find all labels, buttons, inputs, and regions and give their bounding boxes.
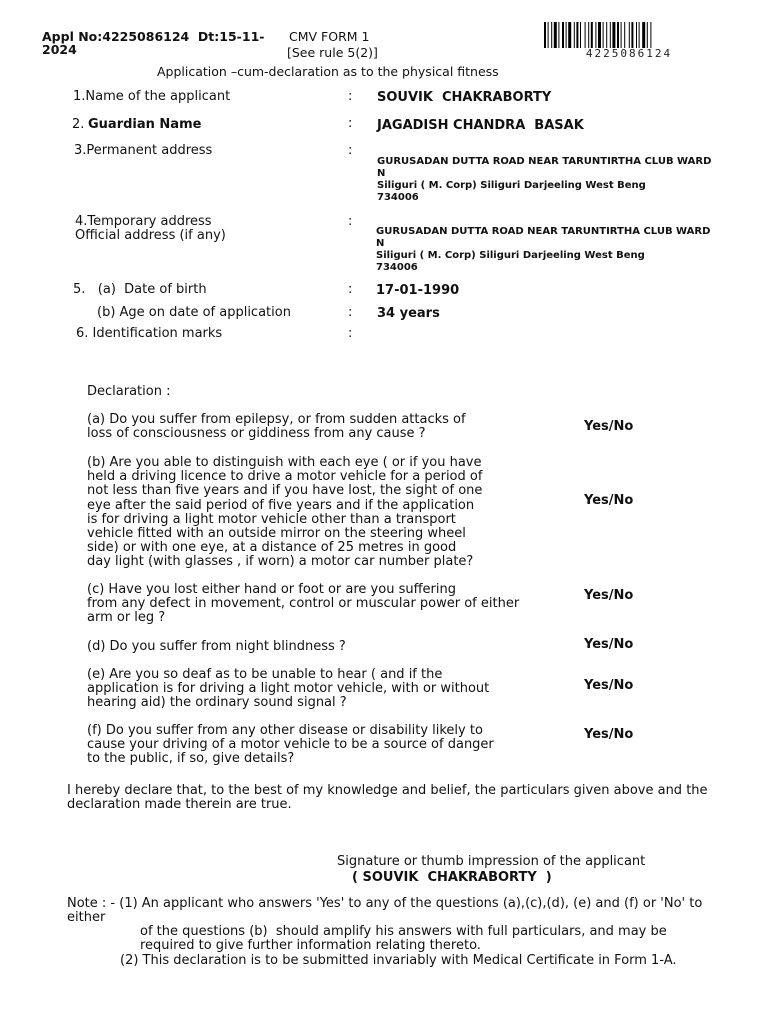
permanent-address-line: GURUSADAN DUTTA ROAD NEAR TARUNTIRTHA CLUB WARD: [377, 156, 712, 167]
name-label: 1.Name of the applicant: [73, 89, 231, 104]
age-value: 34 years: [377, 306, 440, 321]
guardian-number: 2.: [72, 117, 89, 132]
temporary-address-line: Siliguri ( M. Corp) Siliguri Darjeeling West Beng: [376, 250, 645, 261]
identification-marks-label: 6. Identification marks: [76, 326, 223, 341]
permanent-address-label: 3.Permanent address: [74, 143, 213, 158]
note-2: (2) This declaration is to be submitted invariably with Medical Certificate in Form 1-A.: [120, 953, 677, 968]
note-1-continued: of the questions (b) should amplify his answers with full particulars, and may be required to give further information relating thereto.: [140, 924, 667, 953]
question-f: (f) Do you suffer from any other disease or disability likely to cause your driving of a motor vehicle to be a source of danger to the public, if so, give details?: [87, 723, 494, 767]
form-title: CMV FORM 1: [289, 29, 370, 44]
answer-e: Yes/No: [584, 678, 634, 693]
temporary-address-line: N: [376, 238, 385, 249]
question-c: (c) Have you lost either hand or foot or are you suffering from any defect in movement, control or muscular power of either arm or leg ?: [87, 582, 520, 626]
colon: :: [348, 89, 353, 104]
date-of-birth: 17-01-1990: [376, 283, 460, 298]
colon: :: [348, 305, 353, 320]
signature-label: Signature or thumb impression of the applicant: [337, 854, 646, 869]
official-address-label: Official address (if any): [75, 228, 226, 243]
applicant-name: SOUVIK CHAKRABORTY: [377, 90, 552, 105]
age-label: (b) Age on date of application: [97, 305, 291, 320]
temporary-address-line: 734006: [376, 262, 418, 273]
guardian-label: Guardian Name: [88, 117, 202, 132]
permanent-address-line: Siliguri ( M. Corp) Siliguri Darjeeling West Beng: [377, 180, 646, 191]
signature-name: ( SOUVIK CHAKRABORTY ): [352, 870, 552, 885]
temporary-address-label: 4.Temporary address: [75, 214, 212, 229]
answer-f: Yes/No: [584, 727, 634, 742]
question-a: (a) Do you suffer from epilepsy, or from sudden attacks of loss of consciousness or giddiness from any cause ?: [87, 412, 466, 442]
answer-a: Yes/No: [584, 419, 634, 434]
colon: :: [348, 143, 353, 158]
answer-c: Yes/No: [584, 588, 634, 603]
answer-b: Yes/No: [584, 493, 634, 508]
dob-label: 5. (a) Date of birth: [73, 282, 207, 297]
rule-reference: [See rule 5(2)]: [287, 45, 378, 60]
note-1: Note : - (1) An applicant who answers 'Yes' to any of the questions (a),(c),(d), (e) and (f) or 'No' to either: [67, 896, 703, 925]
application-number: Appl No:4225086124 Dt:15-11-: [42, 29, 265, 44]
permanent-address-line: 734006: [377, 192, 419, 203]
form-subtitle: Application –cum-declaration as to the physical fitness: [157, 64, 499, 79]
declaration-statement: I hereby declare that, to the best of my knowledge and belief, the particulars given above and the declaration made therein are true.: [67, 783, 708, 812]
barcode: [544, 22, 714, 48]
application-year: 2024: [42, 42, 77, 57]
question-b: (b) Are you able to distinguish with each eye ( or if you have held a driving licence to drive a motor vehicle for a period of not less than five years and if you have lost, the sight of one eye after the said period of five years and if the application is for driving a light motor vehicle other than a transport vehicle fitted with an outside mirror on the steering wheel side) or with one eye, at a distance of 25 metres in good day light (with glasses , if worn) a motor car number plate?: [87, 455, 483, 570]
guardian-name: JAGADISH CHANDRA BASAK: [377, 118, 584, 133]
colon: :: [348, 214, 353, 229]
question-e: (e) Are you so deaf as to be unable to hear ( and if the application is for driving a light motor vehicle, with or without hearing aid) the ordinary sound signal ?: [87, 667, 490, 711]
answer-d: Yes/No: [584, 637, 634, 652]
temporary-address-line: GURUSADAN DUTTA ROAD NEAR TARUNTIRTHA CLUB WARD: [376, 226, 711, 237]
colon: :: [348, 116, 353, 131]
question-d: (d) Do you suffer from night blindness ?: [87, 639, 346, 654]
colon: :: [348, 326, 353, 341]
permanent-address-line: N: [377, 168, 386, 179]
colon: :: [348, 282, 353, 297]
declaration-title: Declaration :: [87, 384, 171, 399]
barcode-number: 4225086124: [585, 47, 673, 60]
